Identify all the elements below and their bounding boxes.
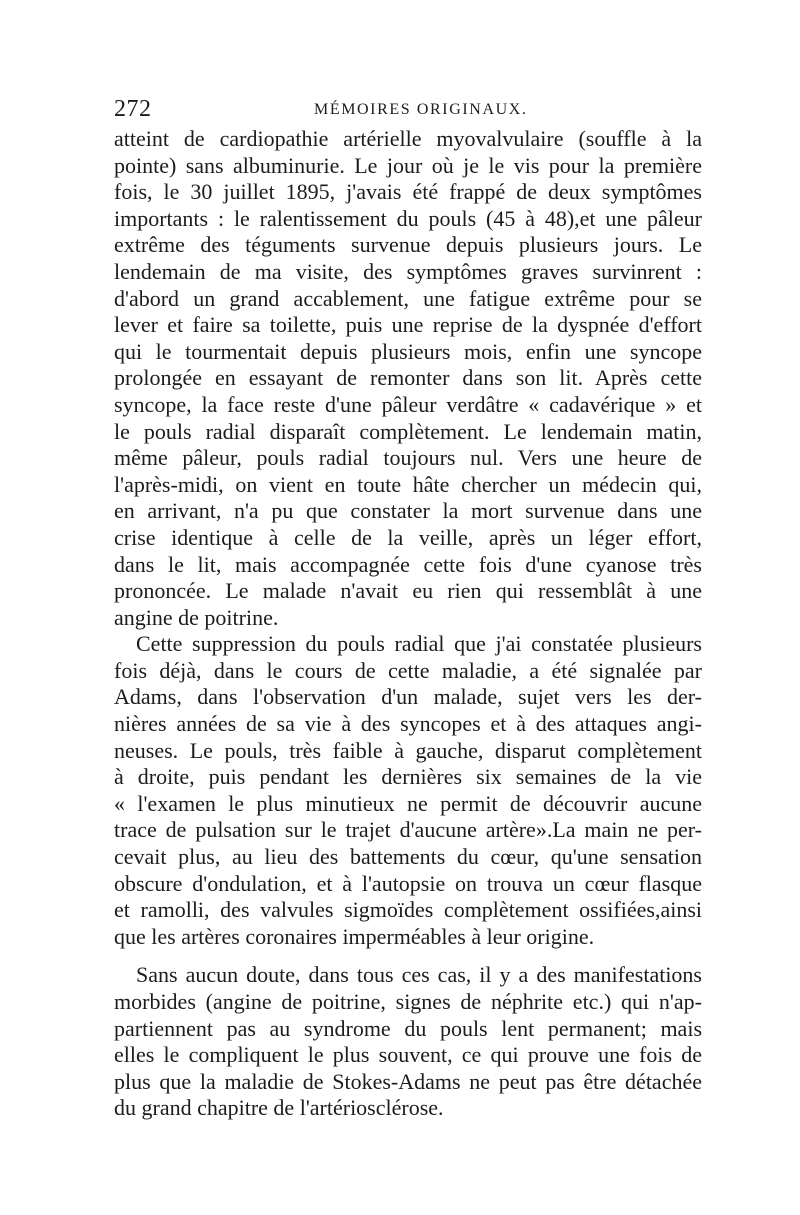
text-line: lendemain de ma visite, des symptômes graves survinrent : xyxy=(114,258,702,284)
text-line: Sans aucun doute, dans tous ces cas, il y a des manifestations xyxy=(136,962,702,988)
text-line: extrême des téguments survenue depuis plusieurs jours. Le xyxy=(114,232,702,258)
text-line: plus que la maladie de Stokes-Adams ne peut pas être détachée xyxy=(114,1068,702,1094)
text-line: elles le compliquent le plus souvent, ce qui prouve une fois de xyxy=(114,1042,702,1068)
text-line: importants : le ralentissement du pouls (45 à 48),et une pâleur xyxy=(114,205,702,231)
text-line: le pouls radial disparaît complètement. Le lendemain matin, xyxy=(114,418,702,444)
text-line: nières années de sa vie à des syncopes et à des attaques angi- xyxy=(114,711,702,737)
page-header xyxy=(114,94,702,124)
text-line: morbides (angine de poitrine, signes de néphrite etc.) qui n'ap- xyxy=(114,989,702,1014)
text-line: pointe) sans albuminurie. Le jour où je le vis pour la première xyxy=(114,152,702,178)
paragraph xyxy=(114,126,702,631)
paragraph xyxy=(114,962,702,1122)
text-line: syncope, la face reste d'une pâleur verdâtre « cadavérique » et xyxy=(114,391,702,417)
text-line: du grand chapitre de l'artériosclérose. xyxy=(114,1095,444,1121)
text-line: que les artères coronaires imperméables à leur origine. xyxy=(114,923,595,949)
text-line: d'abord un grand accablement, une fatigue extrême pour se xyxy=(114,285,702,311)
text-line: « l'examen le plus minutieux ne permit de découvrir aucune xyxy=(114,790,702,816)
text-line: en arrivant, n'a pu que constater la mort survenue dans une xyxy=(114,498,702,524)
text-line: l'après-midi, on vient en toute hâte chercher un médecin qui, xyxy=(114,471,702,497)
paragraph-gap xyxy=(114,950,702,962)
text-line: angine de poitrine. xyxy=(114,604,279,630)
text-line: et ramolli, des valvules sigmoïdes complètement ossifiées,ainsi xyxy=(114,897,702,923)
text-line: qui le tourmentait depuis plusieurs mois, enfin une syncope xyxy=(114,338,702,364)
text-line: trace de pulsation sur le trajet d'aucune artère».La main ne per- xyxy=(114,817,702,843)
text-line: fois déjà, dans le cours de cette maladie, a été signalée par xyxy=(114,657,702,683)
text-line: partiennent pas au syndrome du pouls lent permanent; mais xyxy=(114,1015,702,1041)
text-line: lever et faire sa toilette, puis une reprise de la dyspnée d'effort xyxy=(114,312,702,338)
text-line: même pâleur, pouls radial toujours nul. Vers une heure de xyxy=(114,445,702,471)
text-line: atteint de cardiopathie artérielle myovalvulaire (souffle à la xyxy=(114,126,702,151)
text-line: obscure d'ondulation, et à l'autopsie on trouva un cœur flasque xyxy=(114,870,702,896)
text-line: à droite, puis pendant les dernières six semaines de la vie xyxy=(114,764,702,790)
text-line: Cette suppression du pouls radial que j'ai constatée plusieurs xyxy=(136,631,702,657)
text-line: dans le lit, mais accompagnée cette fois d'une cyanose très xyxy=(114,551,702,577)
text-line: neuses. Le pouls, très faible à gauche, disparut complètement xyxy=(114,737,702,763)
text-line: crise identique à celle de la veille, après un léger effort, xyxy=(114,524,702,550)
text-line: prolongée en essayant de remonter dans son lit. Après cette xyxy=(114,365,702,391)
body-text xyxy=(114,126,702,1122)
text-line: Adams, dans l'observation d'un malade, sujet vers les der- xyxy=(114,684,702,710)
paragraph xyxy=(114,631,702,950)
page-number: 272 xyxy=(114,96,152,122)
text-line: prononcée. Le malade n'avait eu rien qui ressemblât à une xyxy=(114,578,702,604)
running-head: MÉMOIRES ORIGINAUX. xyxy=(314,101,528,118)
text-line: fois, le 30 juillet 1895, j'avais été frappé de deux symptômes xyxy=(114,179,702,205)
text-line: cevait plus, au lieu des battements du cœur, qu'une sensation xyxy=(114,844,702,870)
